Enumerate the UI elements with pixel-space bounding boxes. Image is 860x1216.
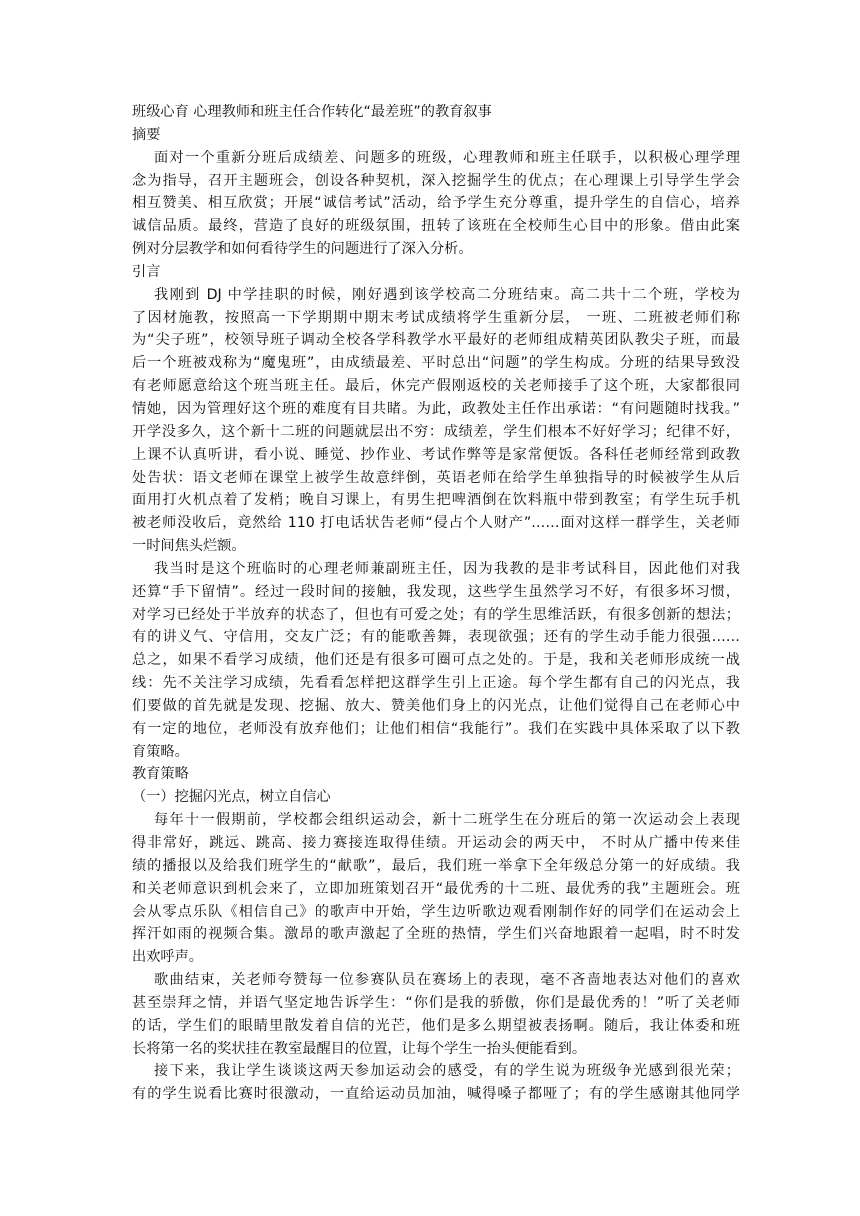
document-title: 班级心育 心理教师和班主任合作转化“最差班”的教育叙事	[132, 104, 492, 120]
text-line: 挥汗如雨的视频合集。激昂的歌声激起了全班的热情，学生们兴奋地跟着一起唱，时不时发	[132, 926, 740, 943]
text-line: 一时间焦头烂额。	[132, 538, 246, 555]
text-line: 长将第一名的奖状挂在教室最醒目的位置，让每个学生一抬头便能看到。	[132, 1040, 587, 1057]
text-line: 和关老师意识到机会来了，立即加班策划召开“最优秀的十二班、最优秀的我”主题班会。班	[132, 880, 740, 897]
text-line: 我当时是这个班临时的心理老师兼副班主任，因为我教的是非考试科目，因此他们对我	[154, 560, 740, 577]
text-line: 面用打火机点着了发梢；晚自习课上，有男生把啤酒倒在饮料瓶中带到教室；有学生玩手机	[132, 492, 740, 509]
text-line: 有的学生说看比赛时很激动，一直给运动员加油，喊得嗓子都哑了；有的学生感谢其他同学	[132, 1086, 740, 1103]
text-line: 歌曲结束，关老师夸赞每一位参赛队员在赛场上的表现，毫不吝啬地表达对他们的喜欢	[154, 972, 740, 989]
text-line: 上课不认真听讲，看小说、睡觉、抄作业、考试作弊等是家常便饭。各科任老师经常到政教	[132, 446, 740, 463]
text-line: 开学没多久，这个新十二班的问题就层出不穷：成绩差，学生们根本不好好学习；纪律不好，	[132, 423, 740, 440]
text-line: 有的讲义气、守信用，交友广泛；有的能歌善舞，表现欲强；还有的学生动手能力很强……	[132, 629, 740, 646]
abstract-paragraph	[132, 147, 740, 261]
text-line: 处告状：语文老师在课堂上被学生故意绊倒，英语老师在给学生单独指导的时候被学生从后	[132, 469, 740, 486]
text-line: 情她，因为管理好这个班的难度有目共睹。为此，政教处主任作出承诺：“有问题随时找我。”	[132, 400, 740, 417]
text-line: 为“尖子班”，校领导班子调动全校各学科教学水平最好的老师组成精英团队教尖子班，而最	[132, 332, 740, 349]
text-line: 我刚到 DJ 中学挂职的时候，刚好遇到该学校高二分班结束。高二共十二个班，学校为	[154, 286, 740, 303]
introduction-paragraph-1	[132, 284, 740, 558]
text-line: 诚信品质。最终，营造了良好的班级氛围，扭转了该班在全校师生心目中的形象。借由此案	[132, 218, 740, 235]
text-line: 们要做的首先就是发现、挖掘、放大、赞美他们身上的闪光点，让他们觉得自己在老师心中	[132, 697, 740, 714]
text-line: 念为指导，召开主题班会，创设各种契机，深入挖掘学生的优点；在心理课上引导学生学会	[132, 172, 740, 189]
text-line: 育策略。	[132, 743, 189, 760]
section-heading-strategy: 教育策略	[132, 766, 189, 783]
text-line: 每年十一假期前，学校都会组织运动会，新十二班学生在分班后的第一次运动会上表现	[154, 812, 740, 829]
text-line: 有老师愿意给这个班当班主任。最后，休完产假刚返校的关老师接手了这个班，大家都很同	[132, 378, 740, 395]
subsection-heading: （一）挖掘闪光点，树立自信心	[132, 789, 331, 806]
text-line: 接下来，我让学生谈谈这两天参加运动会的感受，有的学生说为班级争光感到很光荣；	[154, 1063, 740, 1080]
text-line: 后一个班被戏称为“魔鬼班”，由成绩最差、平时总出“问题”的学生构成。分班的结果导致没	[132, 355, 740, 372]
section-heading-abstract: 摘要	[132, 126, 161, 143]
text-line: 出欢呼声。	[132, 949, 203, 966]
text-line: 甚至崇拜之情，并语气坚定地告诉学生：“你们是我的骄傲，你们是最优秀的！”听了关老师	[132, 994, 740, 1011]
text-line: 会从零点乐队《相信自己》的歌声中开始，学生边听歌边观看刚制作好的同学们在运动会上	[132, 903, 740, 920]
strategy-paragraph-3	[132, 1060, 740, 1106]
text-line: 绩的播报以及给我们班学生的“献歌”，最后，我们班一举拿下全年级总分第一的好成绩。我	[132, 857, 740, 874]
strategy-paragraph-1	[132, 809, 740, 969]
text-line: 的话，学生们的眼睛里散发着自信的光芒，他们是多么期望被表扬啊。随后，我让体委和班	[132, 1017, 740, 1034]
document-page	[132, 101, 740, 1106]
text-line: 了因材施教，按照高一下学期期中期末考试成绩将学生重新分层， 一班、二班被老师们称	[132, 309, 740, 326]
introduction-paragraph-2	[132, 558, 740, 764]
text-line: 还算“手下留情”。经过一段时间的接触，我发现，这些学生虽然学习不好，有很多坏习惯，	[132, 583, 740, 600]
text-line: 有一定的地位，老师没有放弃他们；让他们相信“我能行”。我们在实践中具体采取了以下教	[132, 720, 740, 737]
text-line: 例对分层教学和如何看待学生的问题进行了深入分析。	[132, 241, 473, 258]
text-line: 被老师没收后，竟然给 110 打电话状告老师“侵占个人财产”……面对这样一群学生，关老师	[132, 515, 740, 532]
text-line: 对学习已经处于半放弃的状态了，但也有可爱之处；有的学生思维活跃，有很多创新的想法；	[132, 606, 740, 623]
text-line: 面对一个重新分班后成绩差、问题多的班级，心理教师和班主任联手，以积极心理学理	[154, 149, 740, 166]
section-heading-introduction: 引言	[132, 263, 161, 280]
text-line: 线：先不关注学习成绩，先看看怎样把这群学生引上正途。每个学生都有自己的闪光点，我	[132, 675, 740, 692]
strategy-paragraph-2	[132, 969, 740, 1060]
text-line: 相互赞美、相互欣赏；开展“诚信考试”活动，给予学生充分尊重，提升学生的自信心，培养	[132, 195, 740, 212]
text-line: 得非常好，跳远、跳高、接力赛接连取得佳绩。开运动会的两天中， 不时从广播中传来佳	[132, 835, 740, 851]
text-line: 总之，如果不看学习成绩，他们还是有很多可圈可点之处的。于是，我和关老师形成统一战	[132, 652, 740, 669]
